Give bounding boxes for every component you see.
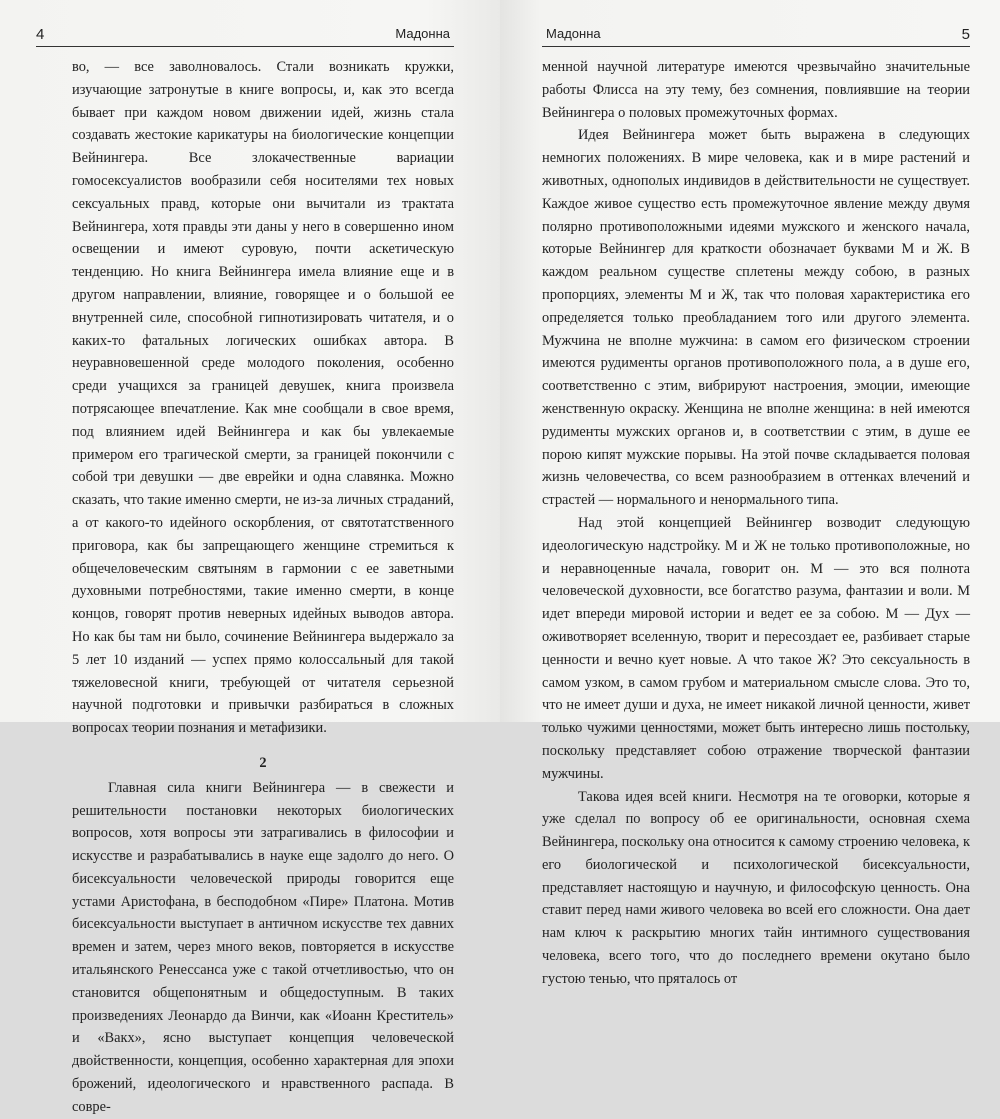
paragraph: менной научной литературе имеются чрезвычайно значительные работы Флисса на эту тему, без сомнения, повлиявшие на теории Вейнингера о половых промежуточных формах. (542, 59, 970, 121)
page-number: 4 (36, 26, 45, 43)
paragraph: Идея Вейнингера может быть выражена в следующих немногих положениях. В мире человека, как и в мире растений и животных, однополых индивидов в действительности не существует. Каждое живое существо есть промежуточное явление между двумя полярно противоположными идеями мужского и женского начала, которые Вейнингер для краткости обозначает буквами М и Ж. В каждом реальном существе сплетены между собою, в разных пропорциях, элементы М и Ж, так что половая характеристика его определяется только преобладанием того или другого элемента. Мужчина не вполне мужчина: в самом его физическом строении имеются рудименты органов противоположного пола, а в душе его, соответственно с этим, вибрируют настроения, эмоции, имеющие женственную окраску. Женщина не вполне женщина: в ней имеются рудименты мужских органов и, в соответствии с этим, в душе ее порою кипят мужские порывы. На этой почве складывается половая жизнь человечества, со всем разнообразием в оттенках влечений и страстей — нормального и ненормального типа. (542, 127, 970, 509)
right-page-header (542, 20, 970, 47)
left-page-header (36, 20, 454, 47)
right-page-text (542, 56, 970, 991)
right-page (500, 0, 1000, 987)
left-page-text (72, 56, 454, 1119)
paragraph: Такова идея всей книги. Несмотря на те оговорки, которые я уже сделал по вопросу об ее оригинальности, основная схема Вейнингера, поскольку она относится к самому строению человека, к его биологической и психологической бисексуальности, представляет настоящую и научную, и философскую ценность. Она ставит перед нами живого человека во всей его сложности. Она дает нам ключ к раскрытию многих тайн интимного существования человека, всего того, что до последнего времени окутано было густою тенью, что пряталось от (542, 788, 970, 987)
paragraph: во, — все заволновалось. Стали возникать кружки, изучающие затронутые в книге вопросы, и, как это всегда бывает при каждом новом движении идей, жизнь стала создавать жестокие карикатуры на биологические концепции Вейнингера. Все злокачественные вариации гомосексуалистов вообразили себя носителями тех новых сексуальных правд, которые они вычитали из трактата Вейнингера, хотя правды эти даны у него в совершенно ином освещении и имеют суровую, почти аскетическую тенденцию. Но книга Вейнингера имела влияние еще и в другом направлении, влияние, говорящее и о большой ее внутренней силе, способной гипнотизировать читателя, и о каких-то фатальных логических ошибках автора. В неуравновешенной среде молодого поколения, особенно среди учащихся за границей девушек, книга произвела потрясающее впечатление. Как мне сообщали в свое время, под влиянием идей Вейнингера и как бы увлекаемые примером его трагической смерти, за границей покончили с собой три девушки — две еврейки и одна славянка. Можно сказать, что такие именно смерти, не из-за личных страданий, а от какого-то идейного оскорбления, от святотатственного приговора, как бы запрещающего женщине стремиться к общечеловеческим святыням в гармонии с ее заветными духовными потребностями, такие именно смерти, в конце концов, говорят против неверных идейных выводов автора. Но как бы там ни было, сочинение Вейнингера выдержало за 5 лет 10 изданий — успех прямо колоссальный для такой тяжеловесной книги, требующей от читателя серьезной научной подготовки и привычки разбираться в сложных вопросах теории познания и метафизики. (72, 59, 454, 737)
paragraph: Над этой концепцией Вейнингер возводит следующую идеологическую надстройку. М и Ж не только противоположные, но и неравноценные начала, говорит он. М — это вся полнота человеческой духовности, все богатство разума, фантазии и воли. М идет впереди мировой истории и ведет ее за собою. М — Дух — оживотворяет вселенную, творит и пересоздает ее, разбивает старые ценности и вечно кует новые. А что такое Ж? Это сексуальность в самом узком, в самом грубом и материальном смысле слова. Это то, что не имеет души и духа, не имеет никакой личной ценности, живет только чужими ценностями, может быть интересно лишь постольку, поскольку представляет собою отражение творческой фантазии мужчины. (542, 514, 970, 782)
running-title: Мадонна (546, 26, 601, 41)
section-number: 2 (259, 754, 267, 771)
running-title: Мадонна (395, 26, 450, 41)
paragraph: Главная сила книги Вейнингера — в свежести и решительности постановки некоторых биологических вопросов, хотя вопросы эти затрагивались в философии и искусстве и разрабатывались в науке еще задолго до него. О бисексуальности человеческой природы говорится еще устами Аристофана, в бесподобном «Пире» Платона. Мотив бисексуальности выступает в античном искусстве тех давних времен и затем, через много веков, повторяется в искусстве итальянского Ренессанса уже с такой отчетливостью, что он становится общепонятным и общедоступным. В таких произведениях Леонардо да Винчи, как «Иоанн Креститель» и «Вакх», ясно выступает концепция человеческой двойственности, концепция, особенно характерная для эпохи брожений, идеологического и нравственного распада. В совре- (72, 779, 454, 1115)
left-page (0, 0, 500, 1115)
page-number: 5 (961, 26, 970, 43)
